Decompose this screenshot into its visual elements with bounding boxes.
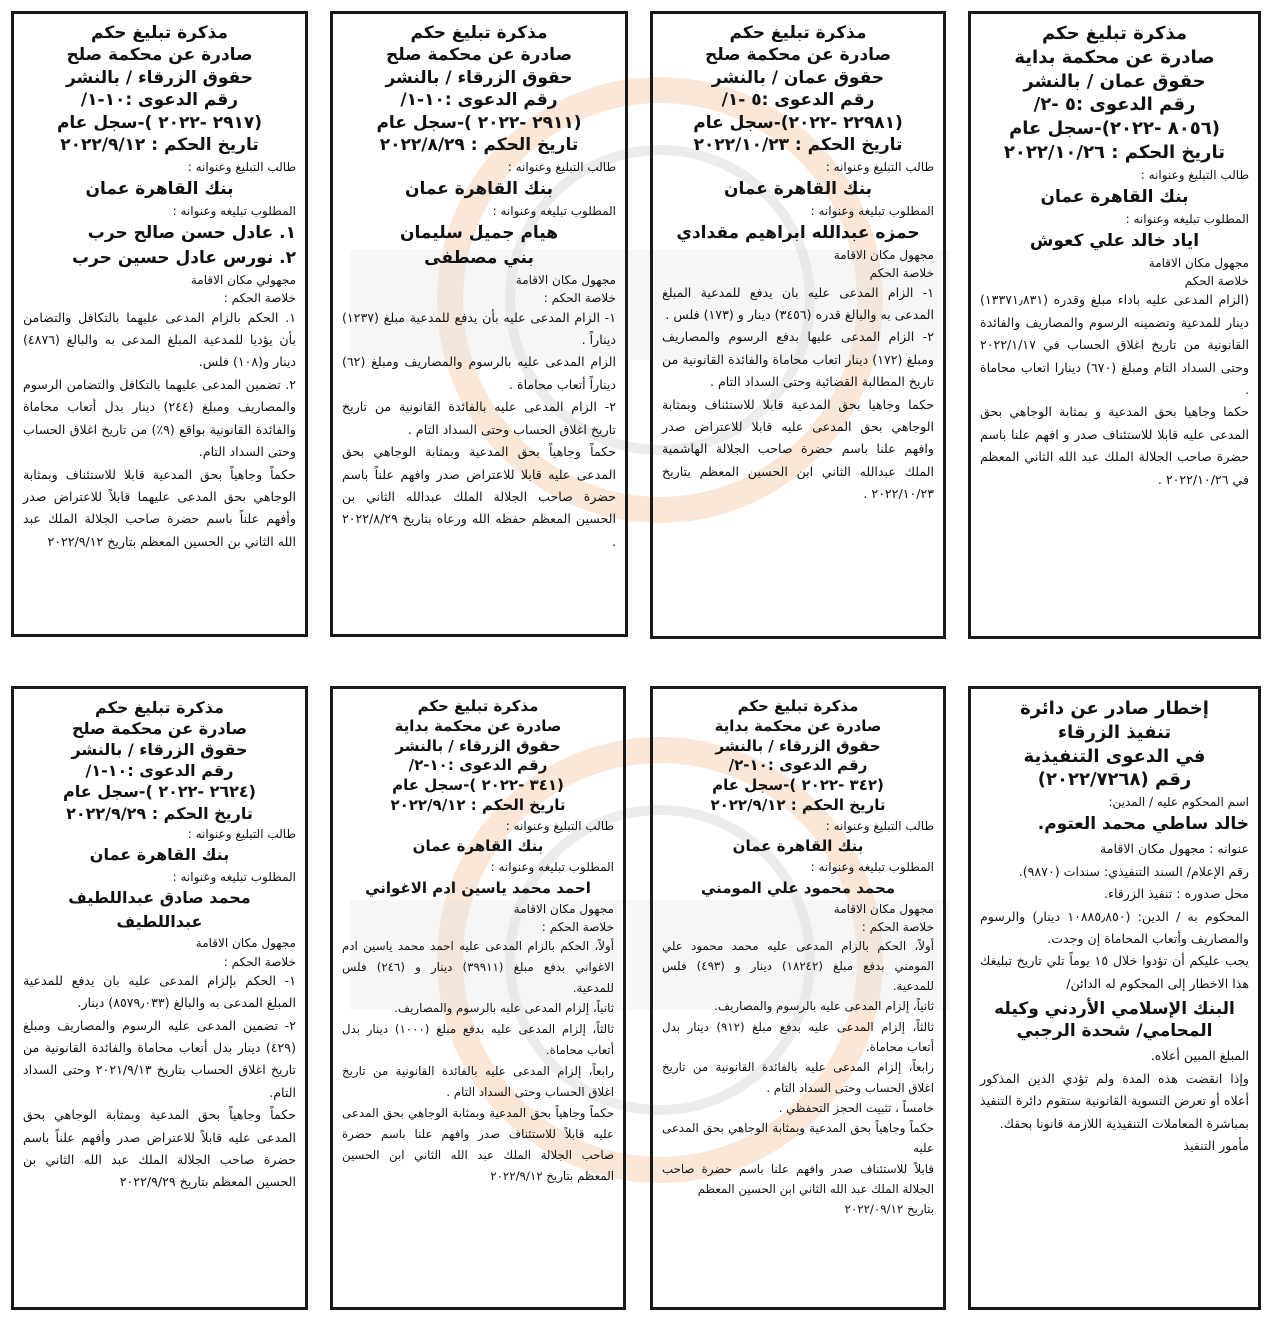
respondent-name-line-2: بني مصطفى [424, 248, 534, 269]
judgment-notice-8 [11, 686, 308, 1310]
respondent-name: هيام جميل سليمان [399, 223, 559, 244]
notice-body-end: المبلغ المبين أعلاه. وإذا انقضت هذه المدة ولم تؤدي الدين المذكور أعلاه أو تعرض التسوية القانونية ستقوم دائرة التنفيذ بمباشرة المعاملات التنفيذية اللازمة قانونا بحقك. مأمور التنفيذ [980, 1048, 1249, 1153]
residence: مجهول مكان الاقامة [513, 902, 614, 917]
residence: مجهول مكان الاقامة [833, 248, 934, 263]
summary-label: خلاصة الحكم : [223, 291, 296, 306]
requester-name: بنك القاهرة عمان [404, 178, 554, 199]
notice-header: مذكرة تبليغ حكم صادرة عن محكمة صلح حقوق الزرقاء / بالنشر رقم الدعوى :١٠-١/ (٢٩١١ -٢٠٢٢ )-سجل عام تاريخ الحكم : ٢٠٢٢/٨/٢٩ [376, 23, 582, 156]
summary-label: خلاصة الحكم : [541, 920, 614, 935]
respondent-name: اياد خالد علي كعوش [1029, 230, 1200, 251]
notice-header: مذكرة تبليغ حكم صادرة عن محكمة بداية حقوق الزرقاء / بالنشر رقم الدعوى :١٠-٢/ (٣٤٢ -٢٠٢٢ )-سجل عام تاريخ الحكم : ٢٠٢٢/٩/١٢ [710, 697, 886, 814]
respondent-name: محمد صادق عبداللطيف [68, 887, 251, 907]
residence: مجهولي مكان الاقامة [190, 273, 296, 288]
respondent-name: احمد محمد ياسين ادم الاغواني [365, 878, 591, 897]
requester-label: طالب التبليغ وعنوانه : [1140, 167, 1249, 182]
residence: مجهول مكان الاقامة [515, 273, 616, 288]
notice-header: مذكرة تبليغ حكم صادرة عن محكمة بداية حقوق الزرقاء / بالنشر رقم الدعوى :١٠-٢/ (٣٤١ -٢٠٢٢ )-سجل عام تاريخ الحكم : ٢٠٢٢/٩/١٢ [390, 697, 566, 814]
notice-header: مذكرة تبليغ حكم صادرة عن محكمة صلح حقوق الزرقاء / بالنشر رقم الدعوى :١٠-١/ (٢٦٢٤ -٢٠٢٢ )-سجل عام تاريخ الحكم : ٢٠٢٢/٩/٢٩ [63, 698, 256, 823]
respondent-label: المطلوب تبليغه وعنوانه : [810, 203, 934, 218]
notice-body: ١. الحكم بالزام المدعى عليهما بالتكافل والتضامن بأن يؤديا للمدعية المبلغ المدعى به والبالغ (٤٨٧٦) دينار و(١٠٨) فلس. ٢. تضمين المدعى عليهما بالتكافل والتضامن الرسوم والمصاريف ومبلغ (٢٤٤) دينار بدل أتعاب محاماة والفائدة القانونية بواقع (٩٪) من تاريخ اغلاق الحساب وحتى السداد التام. حكماً وجاهياً بحق المدعية قابلا للاستئناف وبمثابة الوجاهي بحق المدعى عليهما قابلاً للاعتراض صدر وأفهم علناً باسم حضرة صاحب الجلالة الملك عبد الله الثاني بن الحسين المعظم بتاريخ ٢٠٢٢/٩/١٢ [23, 309, 296, 549]
requester-label: طالب التبليغ وعنوانه : [507, 159, 616, 174]
notice-body: أولاً، الحكم بالزام المدعى عليه محمد محمود علي المومني بدفع مبلغ (١٨٢٤٢) دينار و (٤٩٣) فلس للمدعية. ثانياً، إلزام المدعى عليه بالرسوم والمصاريف. ثالثاً، إلزام المدعى عليه بدفع مبلغ (٩١٢) دينار بدل أتعاب محاماة. رابعاً، إلزام المدعى عليه بالفائدة القانونية من تاريخ اغلاق الحساب وحتى السداد التام . خامساً ، تثبيت الحجز التحفظي . حكماً وجاهياً بحق المدعية وبمثابة الوجاهي بحق المدعى عليه قابلاً للاستئناف صدر وافهم علنا باسم حضرة صاحب الجلالة الملك عبد الله الثاني ابن الحسين المعظم بتاريخ ٢٠٢٢/٠٩/١٢ [662, 938, 935, 1217]
requester-name: بنك القاهرة عمان [1040, 186, 1189, 207]
requester-name: بنك القاهرة عمان [723, 178, 873, 199]
judgment-notice-7 [330, 686, 626, 1310]
notice-body: (الزام المدعى عليه باداء مبلغ وقدره (١٣٣٧١٫٨٣١) دينار للمدعية وتضمينه الرسوم والمصاريف والفائدة القانونية من تاريخ اغلاق الحساب في ٢٠٢٢/١/١٧ وحتى السداد التام ومبلغ (٦٧٠) دينارا اتعاب محاماة . حكما وجاهيا بحق المدعية و بمثابة الوجاهي بحق المدعى عليه قابلا للاستئناف صدر و افهم علنا باسم حضرة صاحب الجلالة الملك عبد الله الثاني المعظم في ٢٠٢٢/١٠/٢٦ . [980, 292, 1250, 487]
summary-label: خلاصة الحكم : [543, 291, 616, 306]
summary-label: خلاصة الحكم [869, 266, 934, 281]
summary-label: خلاصة الحكم : [223, 954, 296, 969]
requester-label: طالب التبليغ وعنوانه : [825, 818, 934, 833]
creditor-name: البنك الإسلامي الأردني وكيله المحامي/ شحدة الرجبي [994, 999, 1235, 1042]
execution-notice [968, 686, 1261, 1310]
judgment-notice-3 [330, 11, 628, 637]
summary-label: خلاصة الحكم [1184, 274, 1249, 289]
requester-name: بنك القاهرة عمان [732, 836, 864, 855]
respondent-name: محمد محمود علي المومني [700, 878, 896, 897]
judgment-notice-4 [11, 11, 308, 637]
notice-body: ١- الحكم بإلزام المدعى عليه بان يدفع للمدعية المبلغ المدعى به والبالغ (٨٥٧٩٫٠٣٣) دينار. ٢- تضمين المدعى عليه الرسوم والمصاريف ومبلغ (٤٢٩) دينار بدل أتعاب محاماة والفائدة القانونية من تاريخ اغلاق الحساب بتاريخ ٢٠٢١/٩/١٣ وحتى السداد التام. حكماً وجاهياً بحق المدعية وبمثابة الوجاهي بحق المدعى عليه قابلاً للاعتراض صدر وأفهم علناً باسم حضرة صاحب الجلالة الملك عبد الله الثاني بن الحسين المعظم بتاريخ ٢٠٢٢/٩/٢٩ [23, 972, 296, 1190]
notice-header: مذكرة تبليغ حكم صادرة عن محكمة صلح حقوق الزرقاء / بالنشر رقم الدعوى :١٠-١/ (٢٩١٧ -٢٠٢٢ )-سجل عام تاريخ الحكم : ٢٠٢٢/٩/١٢ [56, 23, 263, 156]
notice-header: مذكرة تبليغ حكم صادرة عن محكمة صلح حقوق عمان / بالنشر رقم الدعوى :٥ -١/ (٢٢٩٨١ -٢٠٢٢)-سجل عام تاريخ الحكم : ٢٠٢٢/١٠/٢٣ [693, 23, 903, 156]
notice-body: أولاً، الحكم بالزام المدعى عليه احمد محمد ياسين ادم الاغواني بدفع مبلغ (٣٩٩١١) دينار و (٢٤٦) فلس للمدعية. ثانياً، إلزام المدعى عليه بالرسوم والمصاريف. ثالثاً، إلزام المدعى عليه بدفع مبلغ (١٠٠٠) دينار بدل أتعاب محاماة. رابعاً، إلزام المدعى عليه بالفائدة القانونية من تاريخ اغلاق الحساب وحتى السداد التام . حكماً وجاهياً بحق المدعية وبمثابة الوجاهي بحق المدعى عليه قابلاً للاستئناف صدر وافهم علنا باسم حضرة صاحب الجلالة الملك عبد الله الثاني ابن الحسين المعظم بتاريخ ٢٠٢٢/٩/١٢ [342, 938, 614, 1184]
notice-header: إخطار صادر عن دائرة تنفيذ الزرقاء في الدعوى التنفيذية رقم (٢٠٢٢/٧٢٦٨) [1020, 698, 1209, 791]
requester-label: طالب التبليغ وعنوانه : [187, 159, 296, 174]
requester-label: طالب التبليغ وعنوانه : [187, 826, 296, 841]
respondent-label: المطلوب تبليغه وعنوانه : [172, 869, 296, 884]
judgment-notice-6 [650, 686, 946, 1310]
judgment-notice-1 [968, 11, 1261, 639]
respondent-name: حمزه عبدالله ابراهيم مقدادي [676, 223, 920, 244]
respondent-label: المطلوب تبليغه وعنوانه : [172, 203, 296, 218]
residence: مجهول مكان الاقامة [1148, 256, 1249, 271]
residence: مجهول مكان الاقامة [833, 902, 934, 917]
notice-body: عنوانه : مجهول مكان الاقامة رقم الإعلام/ السند التنفيذي: سندات (٩٨٧٠). محل صدوره : تنفيذ الزرقاء. المحكوم به / الدين: (١٠٨٨٥٫٨٥٠ دينار) والرسوم والمصاريف وأتعاب المحاماة إن وجدت. يجب عليكم أن تؤدوا خلال ١٥ يوماً تلي تاريخ تبليغك هذا الاخطار إلى المحكوم له الدائن/ [980, 841, 1249, 991]
respondent-label: المطلوب تبليغه وعنوانه : [810, 860, 934, 875]
requester-name: بنك القاهرة عمان [85, 178, 234, 199]
judgment-notice-2 [650, 11, 946, 639]
notice-body: ١- الزام المدعى عليه بان يدفع للمدعية المبلغ المدعى به والبالغ قدره (٣٤٥٦) دينار و (١٧٣) فلس . ٢- الزام المدعى عليها بدفع الرسوم والمصاريف ومبلغ (١٧٢) دينار اتعاب محاماة والفائدة القانونية من تاريخ المطالبة القضائية وحتى السداد التام . حكما وجاهيا بحق المدعية قابلا للاستئناف وبمثابة الوجاهي بحق المدعى عليه قابلا للاعتراض صدر وافهم علنا باسم حضرة صاحب الجلالة الهاشمية الملك عبدالله الثاني ابن الحسين المعظم بتاريخ ٢٠٢٢/١٠/٢٣ . [662, 284, 934, 502]
respondent-label: المطلوب تبليغه وعنوانه : [492, 203, 616, 218]
requester-name: بنك القاهرة عمان [89, 844, 230, 864]
requester-label: طالب التبليغ وعنوانه : [825, 159, 934, 174]
respondent-name-2: ٢. نورس عادل حسين حرب [72, 248, 296, 269]
debtor-label: اسم المحكوم عليه / المدين: [1108, 795, 1249, 809]
requester-label: طالب التبليغ وعنوانه : [505, 818, 614, 833]
respondent-name-line-2: عبداللطيف [116, 911, 203, 931]
summary-label: خلاصة الحكم : [861, 920, 934, 935]
notice-body: ١- الزام المدعى عليه بأن يدفع للمدعية مبلغ (١٢٣٧) ديناراً . الزام المدعى عليه بالرسوم والمصاريف ومبلغ (٦٢) ديناراً أتعاب محاماة . ٢- الزام المدعى عليه بالفائدة القانونية من تاريخ تاريخ اغلاق الحساب وحتى السداد التام . حكماً وجاهياً بحق المدعية وبمثابة الوجاهي بحق المدعى عليه قابلا للاعتراض صدر وافهم علناً باسم حضرة صاحب الجلالة الملك عبدالله الثاني بن الحسين المعظم حفظه الله ورعاه بتاريخ ٢٠٢٢/٨/٢٩ . [342, 309, 616, 549]
respondent-name-1: ١. عادل حسن صالح حرب [87, 223, 296, 244]
notice-header: مذكرة تبليغ حكم صادرة عن محكمة بداية حقوق عمان / بالنشر رقم الدعوى :٥ -٢/ (٨٠٥٦ -٢٠٢٢)-سجل عام تاريخ الحكم : ٢٠٢٢/١٠/٢٦ [1003, 23, 1226, 163]
requester-name: بنك القاهرة عمان [412, 836, 544, 855]
residence: مجهول مكان الاقامة [195, 936, 296, 951]
respondent-label: المطلوب تبليغه وعنوانه : [490, 860, 614, 875]
debtor-name: خالد ساطي محمد العتوم. [1037, 814, 1249, 835]
respondent-label: المطلوب تبليغه وعنوانه : [1125, 211, 1249, 226]
